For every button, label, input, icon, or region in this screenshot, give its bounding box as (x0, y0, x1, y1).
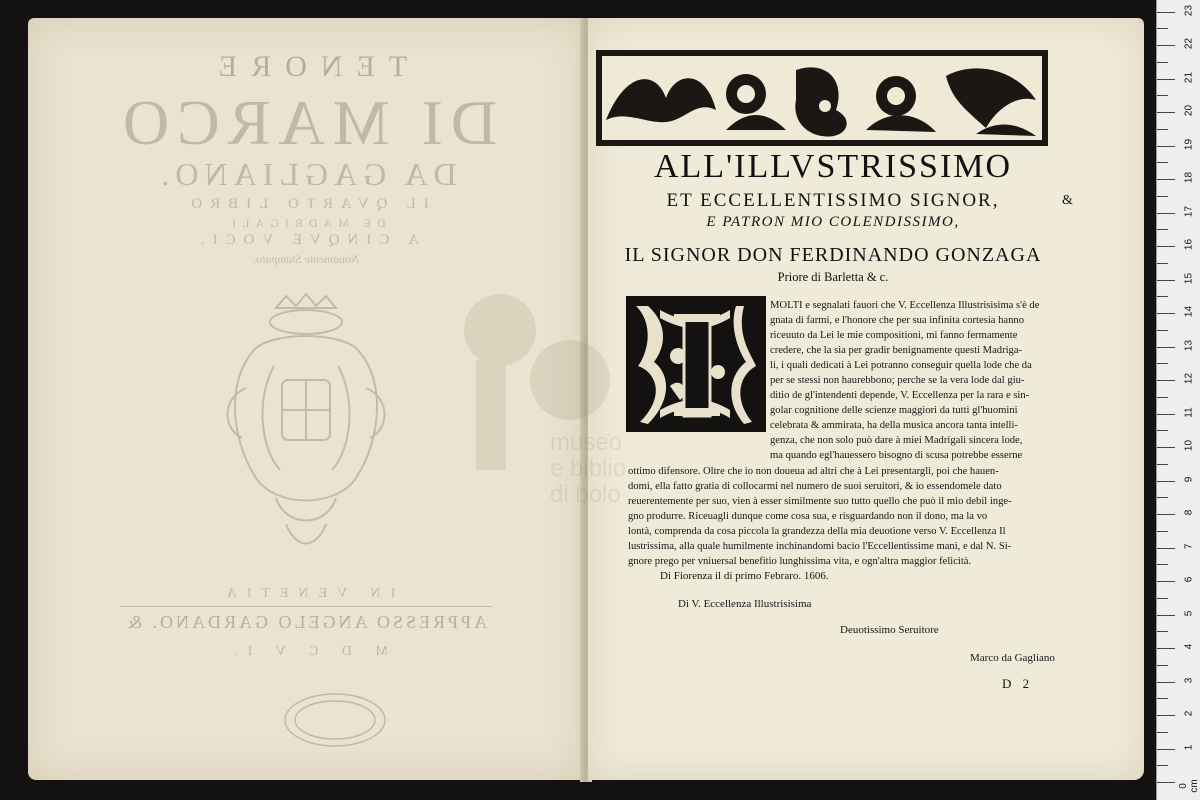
ruler-minor-tick (1157, 464, 1168, 465)
ruler-label: 10 (1183, 439, 1195, 452)
watermark-line: museo (550, 429, 623, 456)
watermark-line: e biblio (550, 455, 627, 482)
ornamental-headpiece-image (596, 50, 1048, 146)
ruler-label: 2 (1183, 710, 1195, 717)
ruler-major-tick (1157, 112, 1175, 113)
dedication-line: genza, che non solo può dare à miei Madrigali sincera lode, (770, 435, 1023, 446)
date-line: Di Fiorenza il di primo Febraro. 1606. (660, 570, 829, 582)
dedication-line: credere, che la sia per gradir benignamente questi Madriga- (770, 345, 1023, 356)
ruler-label: 3 (1183, 677, 1195, 683)
ruler-minor-tick (1157, 598, 1168, 599)
ruler-minor-tick (1157, 698, 1168, 699)
dedication-subtitle-2: E PATRON MIO COLENDISSIMO, (706, 214, 960, 230)
dedicatee-name: IL SIGNOR DON FERDINANDO GONZAGA (624, 244, 1042, 266)
ruler-major-tick (1157, 682, 1175, 683)
dedication-line: gnore prego per vniuersal benefitio lunghissima vita, e ogn'altra maggior felicità. (628, 556, 972, 567)
measurement-ruler (1156, 0, 1200, 800)
dedication-line: lustrissima, alla quale humilmente inchinandomi bacio l'Eccellentissime mani, e dal N. Si- (628, 541, 1012, 552)
ruler-major-tick (1157, 581, 1175, 582)
bleed-line: IL QVARTO LIBRO (183, 196, 429, 212)
servant-line: Deuotissimo Seruitore (840, 624, 939, 636)
signature: Marco da Gagliano (970, 652, 1055, 664)
salutation: Di V. Eccellenza Illustrisisima (678, 598, 812, 610)
ruler-minor-tick (1157, 564, 1168, 565)
ruler-minor-tick (1157, 162, 1168, 163)
ruler-major-tick (1157, 447, 1175, 448)
ruler-major-tick (1157, 179, 1175, 180)
dedication-line: lontà, comprenda da cosa piccola la grandezza della mia deuotione verso V. Eccellenza Il (628, 526, 1006, 537)
ruler-label: 12 (1183, 372, 1195, 385)
ruler-label: 8 (1183, 509, 1195, 516)
ruler-major-tick (1157, 347, 1175, 348)
ruler-major-tick (1157, 648, 1175, 649)
ruler-label: 19 (1183, 138, 1195, 150)
dedication-line: reuerentemente per suo, vien à esser similmente suo tutto quello che può il mio debil inge- (628, 496, 1012, 507)
ruler-minor-tick (1157, 196, 1168, 197)
ruler-major-tick (1157, 481, 1175, 482)
bleed-rule (120, 606, 492, 607)
bleed-line: A CINQVE VOCI. (192, 232, 420, 248)
ruler-minor-tick (1157, 95, 1168, 96)
ruler-minor-tick (1157, 296, 1168, 297)
ruler-minor-tick (1157, 62, 1168, 63)
dedication-title: ALL'ILLVSTRISSIMO (653, 148, 1013, 185)
ruler-label: 0 cm (1178, 779, 1200, 793)
ruler-minor-tick (1157, 732, 1168, 733)
dedication-line: golar cognitione delle scienze maggiori da tutti gl'huomini (770, 405, 1018, 416)
title-mark: & (1062, 193, 1073, 208)
crest-bleed-image (216, 288, 396, 568)
bleed-line: DE MADRIGALI (226, 216, 386, 230)
dedication-line: ditio de gl'intendenti depende, V. Eccellenza per la rara e sin- (770, 390, 1030, 401)
ruler-major-tick (1157, 146, 1175, 147)
signature-mark: D 2 (1002, 676, 1034, 691)
dedication-line: gnata di farmi, e l'honore che per sua infinita cortesia hanno (770, 315, 1025, 326)
ruler-label: 11 (1183, 406, 1195, 418)
ruler-label: 6 (1183, 576, 1195, 583)
ruler-label: 4 (1183, 643, 1195, 650)
dedication-line: ma quando egl'hauessero bisogno di scusa potrebbe esserne (770, 450, 1023, 461)
ruler-minor-tick (1157, 229, 1168, 230)
ruler-label: 14 (1183, 305, 1195, 318)
dedication-line: celebrata & ammirata, ha della musica ancora tanta intelli- (770, 420, 1018, 431)
bleed-line: M D C V I. (224, 644, 388, 659)
ruler-label: 5 (1183, 610, 1195, 616)
bleed-line: Nouamente Stampato. (253, 252, 359, 266)
ruler-major-tick (1157, 45, 1175, 46)
bleed-line: IN VENETIA (216, 586, 396, 601)
ruler-minor-tick (1157, 531, 1168, 532)
ruler-major-tick (1157, 782, 1175, 783)
ruler-label: 9 (1183, 476, 1195, 482)
ruler-major-tick (1157, 715, 1175, 716)
ruler-label: 22 (1183, 37, 1195, 50)
ruler-minor-tick (1157, 665, 1168, 666)
ruler-minor-tick (1157, 497, 1168, 498)
dedication-line: per se stessi non haurebbono; perche se la vera lode dal giu- (770, 375, 1025, 386)
ruler-label: 16 (1183, 238, 1195, 251)
ruler-minor-tick (1157, 363, 1168, 364)
ruler-minor-tick (1157, 330, 1168, 331)
ruler-major-tick (1157, 213, 1175, 214)
dedication-line: MOLTI e segnalati fauori che V. Eccellenza Illustrisisima s'è de (770, 300, 1040, 311)
ruler-major-tick (1157, 79, 1175, 80)
ruler-minor-tick (1157, 765, 1168, 766)
decorated-initial-image (626, 296, 766, 432)
dedication-line: ottimo difensore. Oltre che io non doueua ad altri che à Lei presentargli, poi che hauen- (628, 466, 999, 477)
ruler-major-tick (1157, 380, 1175, 381)
bleed-line: DI MARCO (114, 87, 498, 158)
ruler-major-tick (1157, 12, 1175, 13)
ruler-label: 17 (1183, 205, 1195, 217)
dedicatee-title: Priore di Barletta & c. (777, 270, 889, 284)
ruler-label: 15 (1183, 272, 1195, 284)
bleed-line: APPRESSO ANGELO GARDANO. & (124, 612, 488, 632)
dedication-line: domi, ella fatto gratia di collocarmi nel numero de suoi seruitori, & io essendomele dato (628, 481, 1002, 492)
ruler-minor-tick (1157, 397, 1168, 398)
dedication-line: riceuuto da Lei le mie compositioni, mi fanno fermamente (770, 330, 1018, 341)
ruler-major-tick (1157, 414, 1175, 415)
ruler-minor-tick (1157, 430, 1168, 431)
ruler-minor-tick (1157, 263, 1168, 264)
ruler-major-tick (1157, 615, 1175, 616)
ruler-major-tick (1157, 313, 1175, 314)
ruler-major-tick (1157, 514, 1175, 515)
ruler-label: 18 (1183, 171, 1195, 184)
dedication-line: li, i quali dedicati à Lei potranno conseguir quella lode che da (770, 360, 1032, 371)
dedication-line: gno produrre. Riceuagli dunque come cosa sua, e risguardando non il dono, ma la vo (628, 511, 988, 522)
bleed-line: TENORE (204, 50, 408, 83)
dedication-subtitle: ET ECCELLENTISSIMO SIGNOR, (666, 190, 1000, 211)
ruler-major-tick (1157, 548, 1175, 549)
ruler-label: 23 (1183, 4, 1195, 16)
ruler-minor-tick (1157, 129, 1168, 130)
ruler-major-tick (1157, 280, 1175, 281)
ruler-minor-tick (1157, 631, 1168, 632)
ruler-minor-tick (1157, 28, 1168, 29)
bleed-line: DA GAGLIANO. (155, 156, 457, 192)
ruler-major-tick (1157, 246, 1175, 247)
ruler-label: 20 (1183, 104, 1195, 117)
ruler-major-tick (1157, 749, 1175, 750)
ruler-label: 7 (1183, 543, 1195, 549)
ruler-label: 21 (1183, 71, 1195, 83)
ruler-label: 1 (1183, 744, 1195, 750)
ruler-label: 13 (1183, 339, 1195, 351)
watermark-line: di bolo (550, 481, 621, 508)
library-stamp-image (280, 690, 390, 750)
